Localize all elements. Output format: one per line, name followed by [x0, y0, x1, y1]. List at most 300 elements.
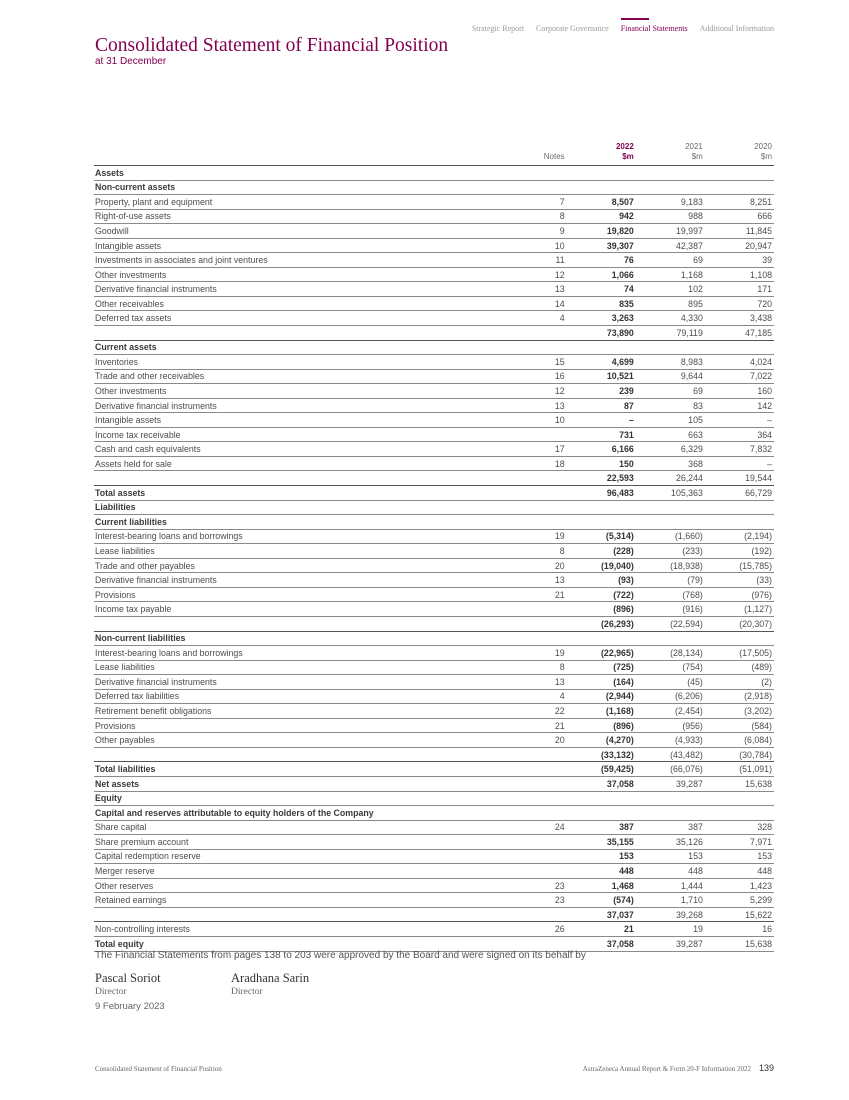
value-2022: (896)	[567, 718, 636, 733]
table-row	[94, 369, 774, 384]
signatory-1	[95, 971, 165, 1012]
value-2020: 16	[705, 922, 774, 937]
row-label: Interest-bearing loans and borrowings	[94, 529, 525, 544]
row-note: 10	[525, 238, 567, 253]
value-2020: (30,784)	[705, 747, 774, 762]
value-2020: 4,024	[705, 355, 774, 370]
value-2021: 368	[636, 456, 705, 471]
value-2021: 39,287	[636, 936, 705, 951]
table-row	[94, 413, 774, 428]
value-2021: (6,206)	[636, 689, 705, 704]
value-2022: 19,820	[567, 224, 636, 239]
page-title: Consolidated Statement of Financial Position	[95, 35, 449, 56]
value-2021: 105,363	[636, 486, 705, 501]
header-2022-year: 2022	[615, 142, 634, 151]
row-label: Inventories	[94, 355, 525, 370]
page-subtitle: at 31 December	[95, 56, 167, 67]
row-label: Property, plant and equipment	[94, 195, 525, 210]
value-2020: (2,194)	[705, 529, 774, 544]
value-2021: 8,983	[636, 355, 705, 370]
row-note: 22	[525, 704, 567, 719]
footer-section-title: Consolidated Statement of Financial Position	[95, 1065, 222, 1073]
section-heading-row	[94, 500, 774, 515]
financial-position-table-wrap	[94, 142, 774, 952]
value-2022: 153	[567, 849, 636, 864]
value-2021: 105	[636, 413, 705, 428]
row-label: Lease liabilities	[94, 660, 525, 675]
table-row	[94, 849, 774, 864]
row-note: 26	[525, 922, 567, 937]
section-heading-row	[94, 631, 774, 646]
value-2022: 8,507	[567, 195, 636, 210]
value-2020: 1,423	[705, 878, 774, 893]
row-note: 20	[525, 733, 567, 748]
row-note: 23	[525, 878, 567, 893]
row-label: Merger reserve	[94, 864, 525, 879]
value-2021: 42,387	[636, 238, 705, 253]
value-2021: (43,482)	[636, 747, 705, 762]
value-2020: 5,299	[705, 893, 774, 908]
row-label: Retained earnings	[94, 893, 525, 908]
table-row	[94, 573, 774, 588]
row-note: 23	[525, 893, 567, 908]
row-note: 7	[525, 195, 567, 210]
nav-financial-statements[interactable]: Financial Statements	[621, 18, 688, 33]
table-row	[94, 820, 774, 835]
value-2020: (976)	[705, 587, 774, 602]
row-note: 8	[525, 660, 567, 675]
table-row	[94, 456, 774, 471]
row-note	[525, 471, 567, 486]
table-row	[94, 209, 774, 224]
row-note: 12	[525, 384, 567, 399]
header-2022-unit: $m	[622, 152, 634, 161]
value-2021: (233)	[636, 544, 705, 559]
value-2020: (20,307)	[705, 616, 774, 631]
signatory-name: Aradhana Sarin	[231, 971, 310, 985]
value-2022: 73,890	[567, 326, 636, 341]
row-label: Other reserves	[94, 878, 525, 893]
value-2022: 35,155	[567, 835, 636, 850]
value-2020: 15,638	[705, 936, 774, 951]
value-2022: (93)	[567, 573, 636, 588]
row-label	[94, 471, 525, 486]
value-2021: (45)	[636, 675, 705, 690]
total-row	[94, 776, 774, 791]
value-2020: (489)	[705, 660, 774, 675]
row-label: Capital redemption reserve	[94, 849, 525, 864]
value-2021: (79)	[636, 573, 705, 588]
subtotal-row	[94, 616, 774, 631]
row-label: Trade and other payables	[94, 558, 525, 573]
row-note	[525, 762, 567, 777]
value-2022: 37,037	[567, 907, 636, 922]
row-note	[525, 776, 567, 791]
table-row	[94, 878, 774, 893]
value-2020: (15,785)	[705, 558, 774, 573]
row-label: Total assets	[94, 486, 525, 501]
row-label: Derivative financial instruments	[94, 675, 525, 690]
row-note: 15	[525, 355, 567, 370]
value-2022: 22,593	[567, 471, 636, 486]
value-2022: –	[567, 413, 636, 428]
table-header	[94, 142, 774, 166]
table-row	[94, 253, 774, 268]
row-note: 13	[525, 282, 567, 297]
table-row	[94, 355, 774, 370]
value-2020: 720	[705, 296, 774, 311]
nav-strategic-report[interactable]: Strategic Report	[471, 24, 525, 33]
section-label: Assets	[94, 166, 774, 181]
value-2020: 47,185	[705, 326, 774, 341]
row-label: Goodwill	[94, 224, 525, 239]
subtotal-row	[94, 747, 774, 762]
table-row	[94, 675, 774, 690]
value-2020: (33)	[705, 573, 774, 588]
row-note: 8	[525, 544, 567, 559]
value-2021: 1,444	[636, 878, 705, 893]
value-2022: 835	[567, 296, 636, 311]
section-heading-row	[94, 180, 774, 195]
value-2020: 19,544	[705, 471, 774, 486]
value-2021: (22,594)	[636, 616, 705, 631]
value-2022: 6,166	[567, 442, 636, 457]
value-2022: (4,270)	[567, 733, 636, 748]
value-2022: 150	[567, 456, 636, 471]
subtotal-row	[94, 326, 774, 341]
row-note	[525, 849, 567, 864]
row-note: 13	[525, 675, 567, 690]
value-2022: 1,066	[567, 267, 636, 282]
row-label	[94, 616, 525, 631]
value-2020: 1,108	[705, 267, 774, 282]
signatory-role: Director	[95, 987, 127, 997]
value-2020: 11,845	[705, 224, 774, 239]
total-row	[94, 936, 774, 951]
row-note: 10	[525, 413, 567, 428]
header-2021-year: 2021	[685, 142, 703, 151]
value-2021: 69	[636, 384, 705, 399]
row-note: 21	[525, 587, 567, 602]
value-2022: (19,040)	[567, 558, 636, 573]
header-2020	[705, 142, 774, 166]
value-2020: (2,918)	[705, 689, 774, 704]
value-2021: 1,710	[636, 893, 705, 908]
value-2020: (192)	[705, 544, 774, 559]
row-label	[94, 747, 525, 762]
table-row	[94, 529, 774, 544]
row-note: 24	[525, 820, 567, 835]
signatory-name: Pascal Soriot	[95, 971, 161, 985]
section-label: Current liabilities	[94, 515, 774, 530]
row-label: Derivative financial instruments	[94, 398, 525, 413]
row-note	[525, 835, 567, 850]
table-row	[94, 442, 774, 457]
value-2022: 74	[567, 282, 636, 297]
footer-right	[583, 1063, 774, 1073]
value-2020: 328	[705, 820, 774, 835]
value-2020: (17,505)	[705, 646, 774, 661]
value-2022: 4,699	[567, 355, 636, 370]
section-nav	[472, 18, 774, 33]
value-2020: 160	[705, 384, 774, 399]
row-label: Interest-bearing loans and borrowings	[94, 646, 525, 661]
value-2021: 102	[636, 282, 705, 297]
value-2022: 731	[567, 427, 636, 442]
value-2020: 142	[705, 398, 774, 413]
value-2021: 69	[636, 253, 705, 268]
row-note: 12	[525, 267, 567, 282]
subtotal-row	[94, 471, 774, 486]
value-2022: (1,168)	[567, 704, 636, 719]
row-label: Share capital	[94, 820, 525, 835]
section-label: Non-current assets	[94, 180, 774, 195]
value-2021: 6,329	[636, 442, 705, 457]
table-row	[94, 922, 774, 937]
header-notes: Notes	[543, 152, 565, 161]
signatory-2	[231, 971, 309, 997]
value-2020: –	[705, 413, 774, 428]
table-row	[94, 660, 774, 675]
value-2021: 39,287	[636, 776, 705, 791]
row-label: Total equity	[94, 936, 525, 951]
footer-report-title: AstraZeneca Annual Report & Form 20-F Information 2022	[582, 1065, 751, 1073]
row-label: Intangible assets	[94, 413, 525, 428]
row-label: Non-controlling interests	[94, 922, 525, 937]
value-2020: 7,832	[705, 442, 774, 457]
row-label	[94, 907, 525, 922]
value-2021: 9,644	[636, 369, 705, 384]
section-heading-row	[94, 166, 774, 181]
row-note	[525, 616, 567, 631]
total-row	[94, 486, 774, 501]
total-row	[94, 762, 774, 777]
table-row	[94, 587, 774, 602]
value-2021: 39,268	[636, 907, 705, 922]
value-2021: 19,997	[636, 224, 705, 239]
value-2020: 3,438	[705, 311, 774, 326]
header-label-cell	[94, 142, 525, 166]
value-2021: 35,126	[636, 835, 705, 850]
section-heading-row	[94, 806, 774, 821]
table-row	[94, 704, 774, 719]
table-row	[94, 835, 774, 850]
row-note: 14	[525, 296, 567, 311]
section-heading-row	[94, 791, 774, 806]
row-label: Provisions	[94, 718, 525, 733]
approval-statement: The Financial Statements from pages 138 to 203 were approved by the Board and were signed on its behalf by	[95, 950, 586, 961]
row-label: Investments in associates and joint ventures	[94, 253, 525, 268]
table-row	[94, 384, 774, 399]
section-label: Capital and reserves attributable to equity holders of the Company	[94, 806, 774, 821]
value-2022: (5,314)	[567, 529, 636, 544]
value-2022: (896)	[567, 602, 636, 617]
row-label: Income tax receivable	[94, 427, 525, 442]
row-label: Intangible assets	[94, 238, 525, 253]
row-note	[525, 747, 567, 762]
value-2021: 9,183	[636, 195, 705, 210]
value-2021: (28,134)	[636, 646, 705, 661]
table-row	[94, 267, 774, 282]
value-2020: 15,622	[705, 907, 774, 922]
section-heading-row	[94, 340, 774, 355]
value-2022: 76	[567, 253, 636, 268]
value-2021: (66,076)	[636, 762, 705, 777]
value-2022: 96,483	[567, 486, 636, 501]
value-2022: 387	[567, 820, 636, 835]
row-note: 11	[525, 253, 567, 268]
value-2020: 8,251	[705, 195, 774, 210]
header-2021	[636, 142, 705, 166]
value-2022: 21	[567, 922, 636, 937]
value-2022: (164)	[567, 675, 636, 690]
page-number: 139	[758, 1063, 774, 1073]
row-note: 19	[525, 529, 567, 544]
value-2022: (33,132)	[567, 747, 636, 762]
value-2022: 1,468	[567, 878, 636, 893]
row-label: Other investments	[94, 384, 525, 399]
value-2021: 153	[636, 849, 705, 864]
value-2020: 448	[705, 864, 774, 879]
value-2020: (1,127)	[705, 602, 774, 617]
value-2022: 10,521	[567, 369, 636, 384]
row-note: 9	[525, 224, 567, 239]
table-body	[94, 166, 774, 952]
row-note: 20	[525, 558, 567, 573]
value-2020: 15,638	[705, 776, 774, 791]
table-row	[94, 689, 774, 704]
value-2021: 895	[636, 296, 705, 311]
row-label: Deferred tax liabilities	[94, 689, 525, 704]
value-2022: 239	[567, 384, 636, 399]
value-2021: 4,330	[636, 311, 705, 326]
value-2020: 7,971	[705, 835, 774, 850]
financial-position-table	[94, 142, 774, 952]
value-2020: 171	[705, 282, 774, 297]
row-label: Other investments	[94, 267, 525, 282]
value-2020: 20,947	[705, 238, 774, 253]
nav-corporate-governance[interactable]: Corporate Governance	[536, 24, 609, 33]
value-2021: (768)	[636, 587, 705, 602]
row-note: 17	[525, 442, 567, 457]
row-label: Income tax payable	[94, 602, 525, 617]
value-2021: (1,660)	[636, 529, 705, 544]
value-2022: 448	[567, 864, 636, 879]
value-2020: 39	[705, 253, 774, 268]
value-2021: 988	[636, 209, 705, 224]
row-note	[525, 907, 567, 922]
section-label: Current assets	[94, 340, 774, 355]
row-label: Total liabilities	[94, 762, 525, 777]
row-note: 4	[525, 689, 567, 704]
value-2020: 7,022	[705, 369, 774, 384]
subtotal-row	[94, 907, 774, 922]
row-label	[94, 326, 525, 341]
value-2020: –	[705, 456, 774, 471]
value-2022: 39,307	[567, 238, 636, 253]
value-2020: 66,729	[705, 486, 774, 501]
section-label: Equity	[94, 791, 774, 806]
value-2020: (584)	[705, 718, 774, 733]
value-2021: 387	[636, 820, 705, 835]
value-2022: (574)	[567, 893, 636, 908]
row-label: Cash and cash equivalents	[94, 442, 525, 457]
row-label: Trade and other receivables	[94, 369, 525, 384]
header-2020-year: 2020	[754, 142, 772, 151]
value-2022: (22,965)	[567, 646, 636, 661]
row-label: Assets held for sale	[94, 456, 525, 471]
row-note	[525, 486, 567, 501]
header-2021-unit: $m	[691, 152, 703, 161]
table-row	[94, 296, 774, 311]
row-note: 16	[525, 369, 567, 384]
value-2021: (754)	[636, 660, 705, 675]
table-row	[94, 602, 774, 617]
row-label: Other payables	[94, 733, 525, 748]
table-row	[94, 398, 774, 413]
table-row	[94, 224, 774, 239]
table-row	[94, 733, 774, 748]
section-label: Liabilities	[94, 500, 774, 515]
row-label: Provisions	[94, 587, 525, 602]
value-2022: (26,293)	[567, 616, 636, 631]
row-note: 19	[525, 646, 567, 661]
row-label: Derivative financial instruments	[94, 573, 525, 588]
row-note	[525, 427, 567, 442]
signature-date: 9 February 2023	[95, 1001, 165, 1012]
value-2021: 26,244	[636, 471, 705, 486]
value-2022: 37,058	[567, 936, 636, 951]
table-row	[94, 718, 774, 733]
table-row	[94, 864, 774, 879]
value-2021: 663	[636, 427, 705, 442]
value-2021: 83	[636, 398, 705, 413]
row-note: 8	[525, 209, 567, 224]
value-2022: (2,944)	[567, 689, 636, 704]
header-2020-unit: $m	[760, 152, 772, 161]
row-label: Other receivables	[94, 296, 525, 311]
value-2022: (725)	[567, 660, 636, 675]
row-label: Right-of-use assets	[94, 209, 525, 224]
table-row	[94, 893, 774, 908]
value-2022: (228)	[567, 544, 636, 559]
section-heading-row	[94, 515, 774, 530]
row-label: Deferred tax assets	[94, 311, 525, 326]
value-2021: (956)	[636, 718, 705, 733]
row-label: Derivative financial instruments	[94, 282, 525, 297]
signatory-role: Director	[231, 987, 263, 997]
row-note: 13	[525, 573, 567, 588]
table-row	[94, 195, 774, 210]
table-row	[94, 238, 774, 253]
table-row	[94, 427, 774, 442]
value-2022: (59,425)	[567, 762, 636, 777]
value-2022: 87	[567, 398, 636, 413]
value-2020: (3,202)	[705, 704, 774, 719]
row-note: 4	[525, 311, 567, 326]
value-2020: 666	[705, 209, 774, 224]
nav-additional-information[interactable]: Additional Information	[699, 24, 774, 33]
value-2022: 37,058	[567, 776, 636, 791]
value-2020: 153	[705, 849, 774, 864]
value-2020: (2)	[705, 675, 774, 690]
value-2021: (18,938)	[636, 558, 705, 573]
row-note: 13	[525, 398, 567, 413]
value-2022: 3,263	[567, 311, 636, 326]
value-2021: (2,454)	[636, 704, 705, 719]
value-2021: (4,933)	[636, 733, 705, 748]
row-note	[525, 326, 567, 341]
